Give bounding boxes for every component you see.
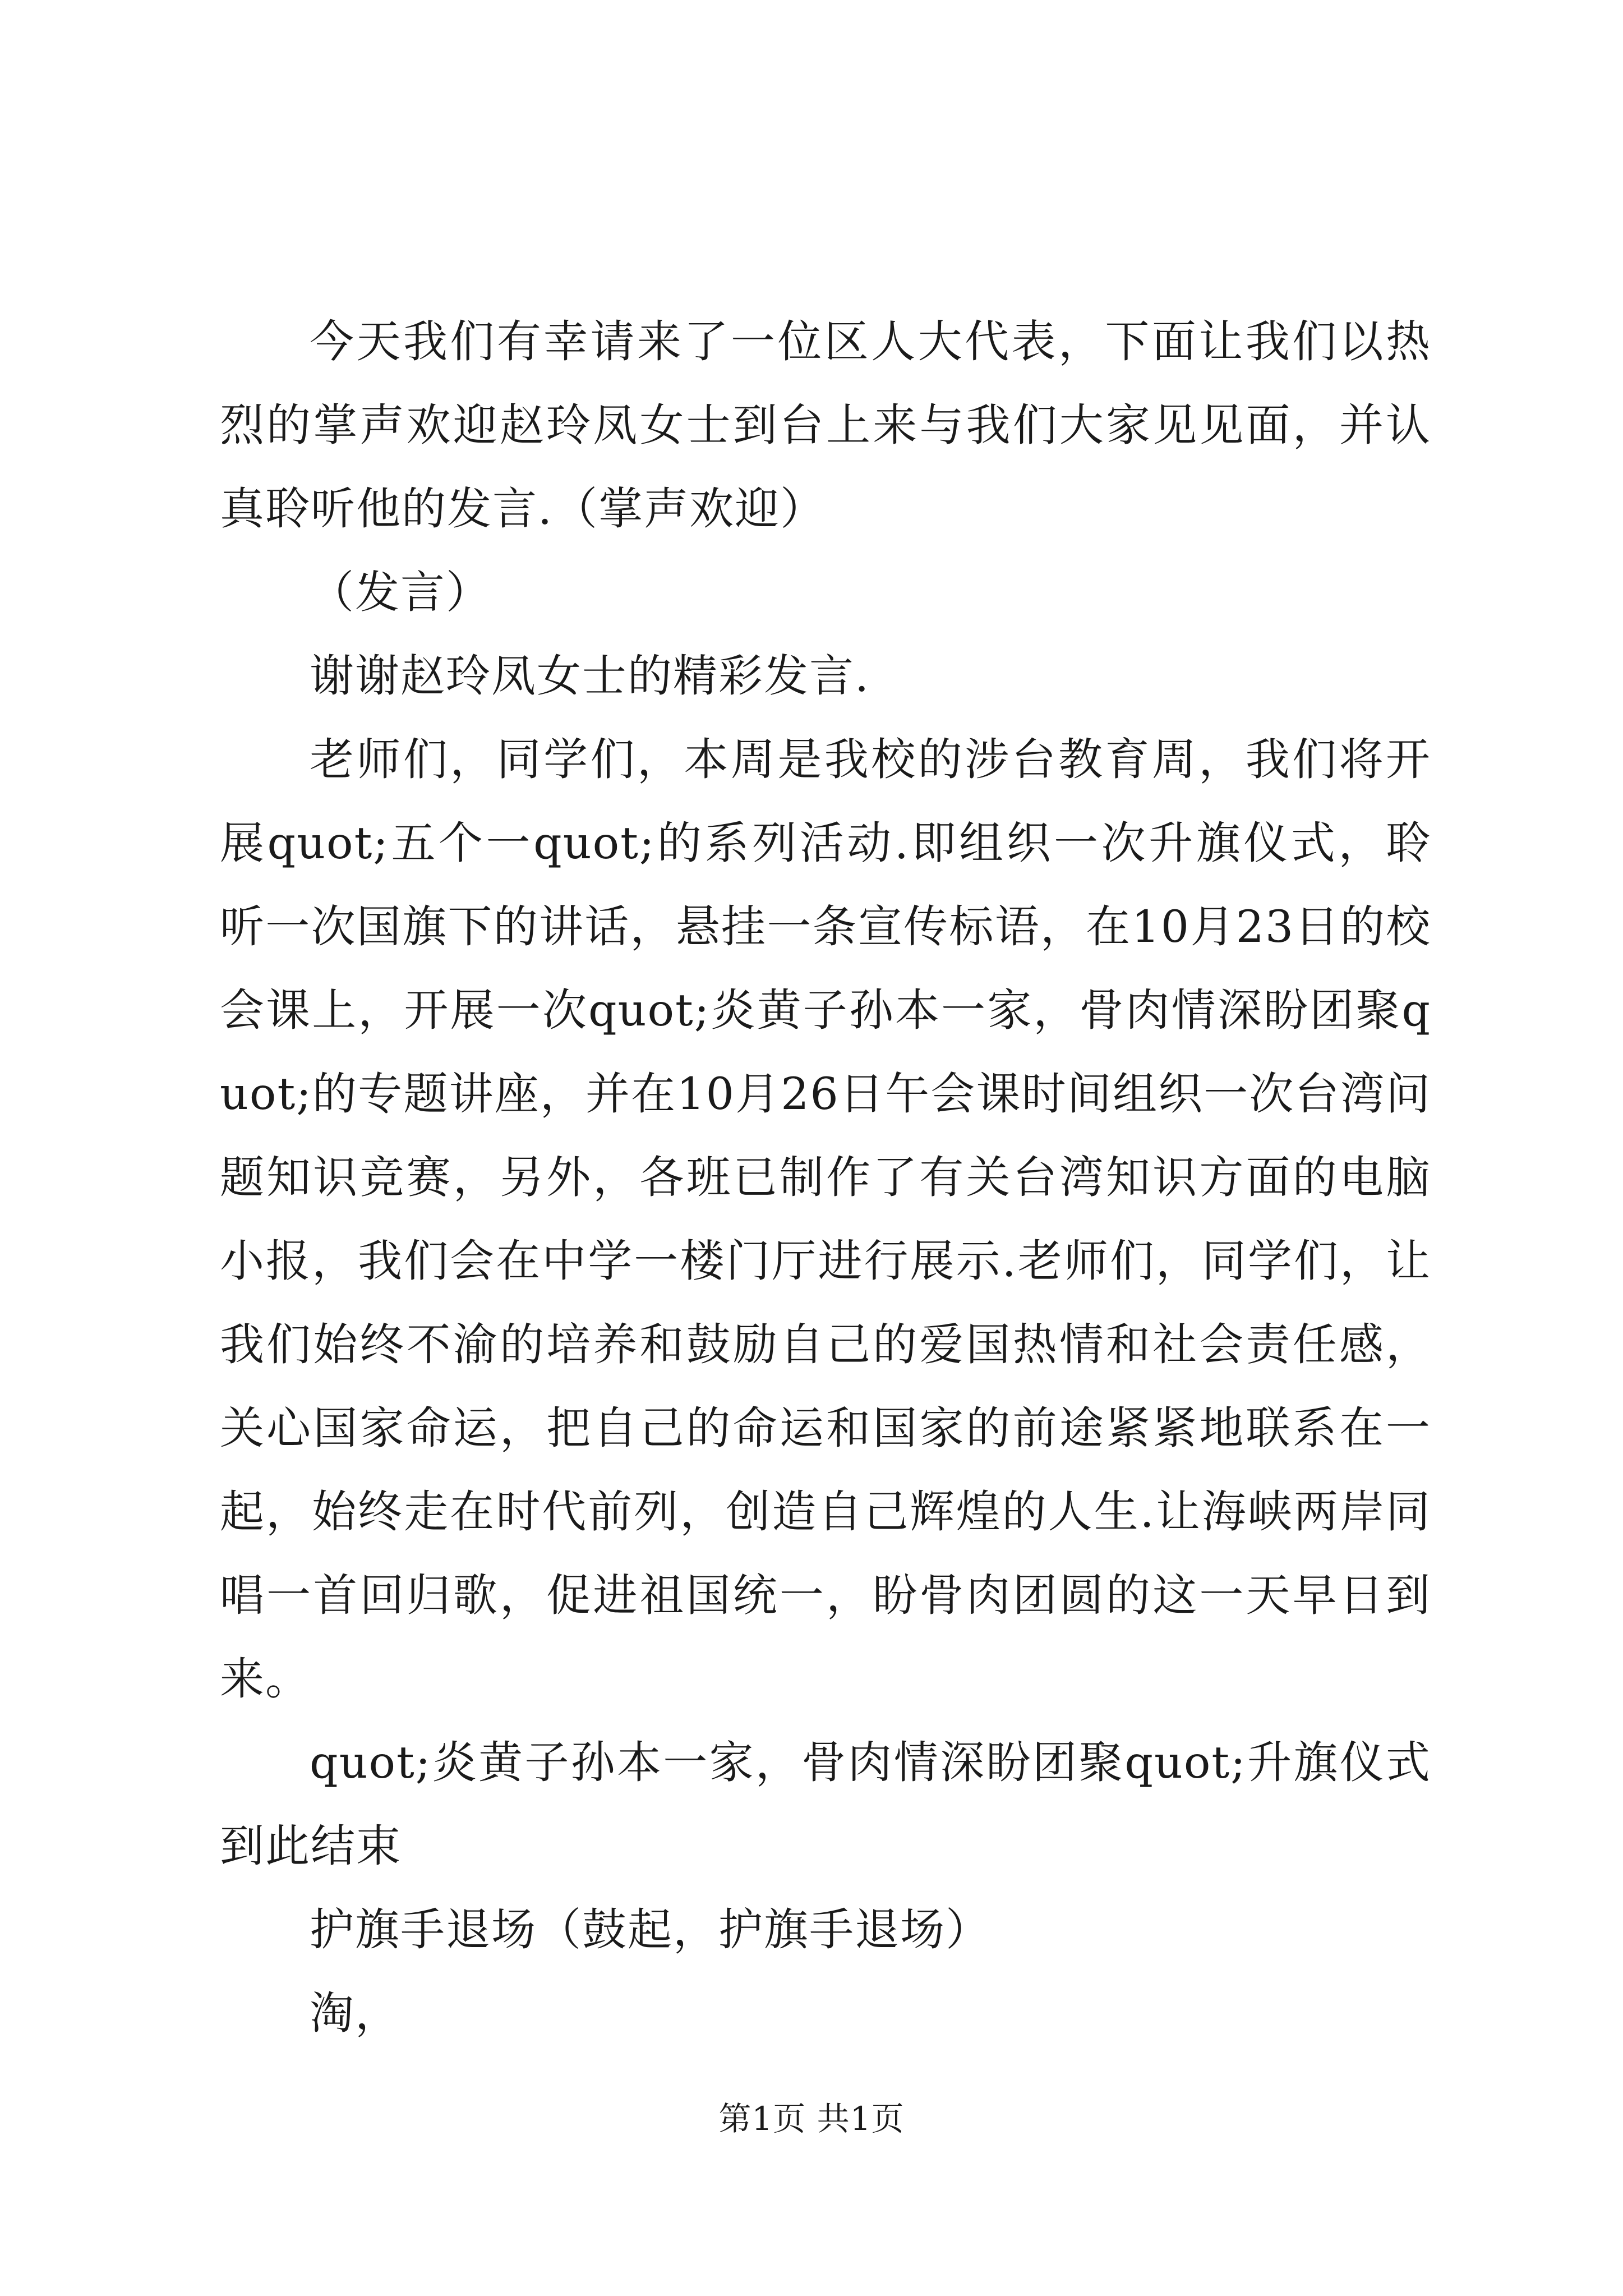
paragraph-trailing: 淘，: [310, 1987, 400, 2039]
page-footer: 第1页 共1页: [718, 2100, 905, 2138]
paragraph-main: 老师们，同学们，本周是我校的涉台教育周，我们将开展quot;五个一quot;的系列活动.即组织一次升旗仪式，聆听一次国旗下的讲话，悬挂一条宣传标语，在10月23日的校会课上，开展一次quot;炎黄子孙本一家，骨肉情深盼团聚quot;的专题讲座，并在10月26日午会课时间组织一次台湾问题知识竞赛，另外，各班已制作了有关台湾知识方面的电脑小报，我们会在中学一楼门厅进行展示.老师们，同学们，让我们始终不渝的培养和鼓励自己的爱国热情和社会责任感，关心国家命运，把自己的命运和国家的前途紧紧地联系在一起，始终走在时代前列，创造自己辉煌的人生.让海峡两岸同唱一首回归歌，促进祖国统一，盼骨肉团圆的这一天早日到来。: [220, 734, 1431, 1705]
paragraph-intro: 今天我们有幸请来了一位区人大代表，下面让我们以热烈的掌声欢迎赵玲凤女士到台上来与我们大家见见面，并认真聆听他的发言.（掌声欢迎）: [220, 316, 1431, 535]
paragraph-ceremony-end: quot;炎黄子孙本一家，骨肉情深盼团聚quot;升旗仪式到此结束: [220, 1737, 1431, 1872]
paragraph-thanks: 谢谢赵玲凤女士的精彩发言.: [310, 650, 870, 702]
paragraph-speech-note: （发言）: [310, 567, 491, 618]
document-body: [220, 300, 1431, 2055]
paragraph-flag-guard-exit: 护旗手退场（鼓起，护旗手退场）: [310, 1904, 991, 1955]
